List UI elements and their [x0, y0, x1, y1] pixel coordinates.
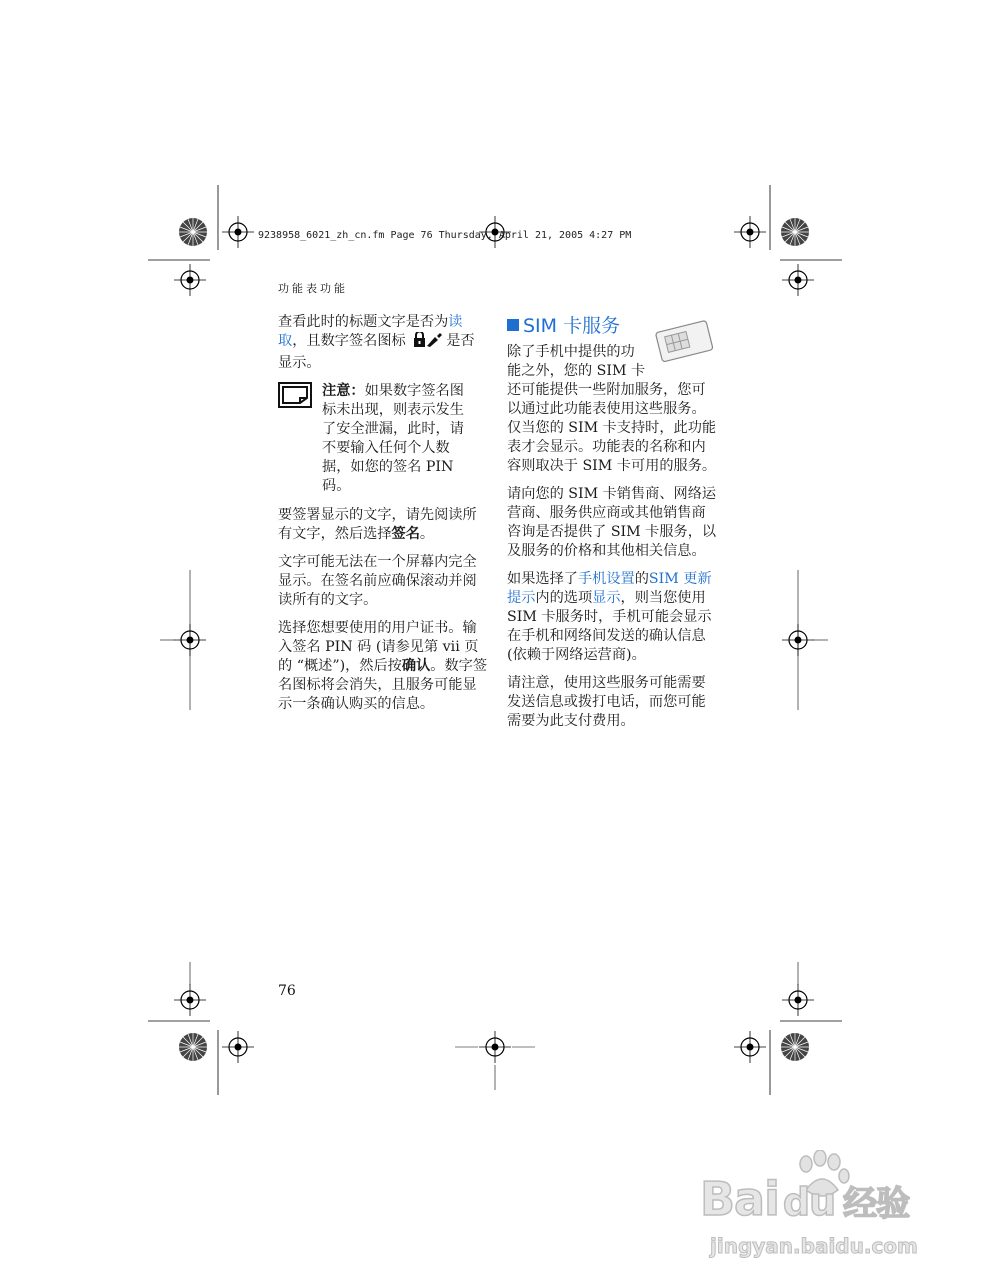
- text: 如果选择了: [507, 571, 578, 587]
- text: 如果数字签名图标未出现，则表示发生了安全泄漏，此时，请不要输入任何个人数据，如您的签名 PIN 码。: [322, 383, 464, 494]
- watermark-url: jingyan.baidu.com: [710, 1234, 918, 1258]
- text: 是否显示。: [278, 333, 475, 371]
- confirm-label: 确认: [401, 658, 431, 674]
- text: 查看此时的标题文字是否为: [278, 314, 449, 330]
- brand-text: Bai: [700, 1172, 779, 1226]
- note: [278, 382, 488, 496]
- show-link[interactable]: 显示: [592, 590, 621, 606]
- text: 选择您想要使用的用户证书。输入签名 PIN 码 (请参见第 vii 页的 “概述”)，然后按: [278, 620, 479, 674]
- note-icon: [278, 382, 312, 496]
- left-column: [278, 313, 488, 723]
- brand-cn: 经验: [843, 1184, 910, 1224]
- paragraph: [507, 343, 717, 476]
- signature-icon: [413, 332, 443, 354]
- watermark-brand: [700, 1172, 909, 1226]
- sim-services-heading: [507, 311, 620, 338]
- text: 的: [634, 571, 649, 587]
- sign-label: 签名: [391, 526, 420, 542]
- file-header: 9238958_6021_zh_cn.fm Page 76 Thursday, April 21, 2005 4:27 PM: [258, 230, 632, 241]
- note-text: [322, 382, 474, 496]
- text: 。数字签名图标将会消失，且服务可能显示一条确认购买的信息。: [278, 658, 488, 712]
- text: 还可能提供一些附加服务，您可以通过此功能表使用这些服务。仅当您的 SIM 卡支持时，此功能表才会显示。功能表的名称和内容则取决于 SIM 卡可用的服务。: [507, 382, 717, 474]
- note-label: 注意：: [322, 383, 365, 399]
- right-column: [507, 343, 717, 740]
- heading-text: SIM 卡服务: [523, 315, 621, 337]
- text: ，则当您使用 SIM 卡服务时，手机可能会显示在手机和网络间发送的确认信息 (依赖于网络运营商)。: [507, 590, 712, 663]
- paragraph: [507, 570, 717, 665]
- text: 除了手机中提供的功: [507, 344, 635, 360]
- section-title: 功能表功能: [278, 282, 348, 295]
- paragraph: [278, 313, 488, 373]
- paragraph: 文字可能无法在一个屏幕内完全显示。在签名前应确保滚动并阅读所有的文字。: [278, 554, 477, 608]
- text: 要签署显示的文字，请先阅读所有文字，然后选择: [278, 507, 477, 542]
- text: 。: [419, 526, 435, 542]
- square-bullet-icon: [507, 319, 519, 331]
- paragraph: [278, 619, 488, 714]
- phone-settings-link[interactable]: 手机设置: [577, 571, 635, 587]
- paragraph: [278, 506, 488, 544]
- text: 能之外，您的 SIM 卡: [507, 363, 646, 379]
- text: 内的选项: [535, 590, 593, 606]
- brand-text-2: du: [782, 1180, 836, 1224]
- text: ，且数字签名图标: [292, 333, 406, 349]
- page-number: 76: [278, 983, 296, 999]
- read-link[interactable]: 读取: [278, 314, 463, 349]
- baidu-watermark: [700, 1150, 960, 1260]
- paragraph: 请注意，使用这些服务可能需要发送信息或拨打电话，而您可能需要为此支付费用。: [507, 675, 706, 729]
- paragraph: 请向您的 SIM 卡销售商、网络运营商、服务供应商或其他销售商咨询是否提供了 SIM 卡服务，以及服务的价格和其他相关信息。: [507, 486, 717, 559]
- sim-update-link[interactable]: SIM 更新提示: [507, 571, 712, 606]
